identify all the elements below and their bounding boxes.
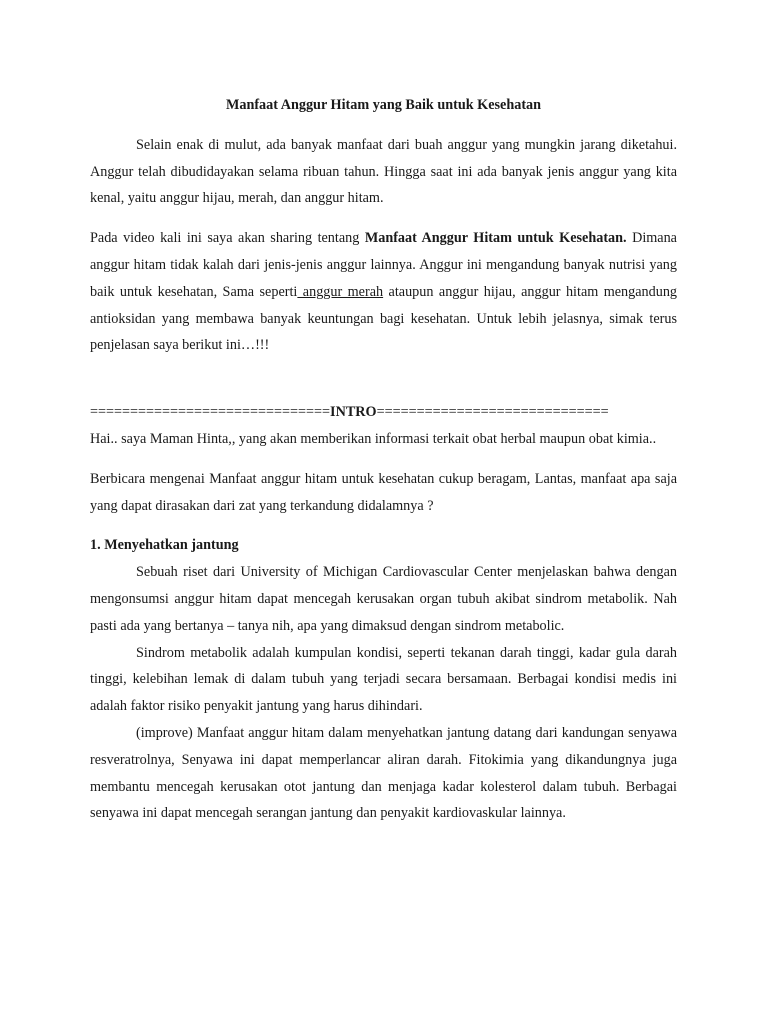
greeting-paragraph: Hai.. saya Maman Hinta,, yang akan memberikan informasi terkait obat herbal maupun obat kimia.. (90, 430, 657, 447)
intro-divider (90, 399, 677, 426)
intro-divider-left: ============================== (90, 404, 331, 421)
intro-divider-word: INTRO (330, 404, 377, 421)
sharing-text-start: Pada video kali ini saya akan sharing tentang (90, 230, 365, 247)
sharing-text-middle: Dimana anggur hitam tidak kalah dari jenis-jenis anggur lainnya. Anggur ini mengandung banyak nutrisi yang baik untuk kesehatan, Sama seperti (90, 230, 677, 300)
intro-divider-right: ============================= (376, 404, 609, 421)
section1-paragraph-2: Sindrom metabolik adalah kumpulan kondisi, seperti tekanan darah tinggi, kadar gula darah tinggi, kelebihan lemak di dalam tubuh yang terjadi secara bersamaan. Berbagai kondisi medis ini adalah faktor risiko penyakit jantung yang harus dihindari. (90, 644, 677, 715)
section1-paragraph-3: (improve) Manfaat anggur hitam dalam menyehatkan jantung datang dari kandungan senyawa resveratrolnya, Senyawa ini dapat memperlancar aliran darah. Fitokimia yang dikandungnya juga membantu mencegah kerusakan otot jantung dan menjaga kadar kolesterol dalam tubuh. Berbagai senyawa ini dapat mencegah serangan jantung dan penyakit kardiovaskular lainnya. (90, 724, 677, 822)
berbicara-paragraph: Berbicara mengenai Manfaat anggur hitam untuk kesehatan cukup beragam, Lantas, manfaat apa saja yang dapat dirasakan dari zat yang terkandung didalamnya ? (90, 470, 677, 514)
anggur-merah-link[interactable]: anggur merah (297, 283, 384, 300)
sharing-bold-topic: Manfaat Anggur Hitam untuk Kesehatan. (364, 230, 627, 247)
sharing-paragraph (90, 225, 677, 359)
intro-paragraph: Selain enak di mulut, ada banyak manfaat dari buah anggur yang mungkin jarang diketahui. Anggur telah dibudidayakan selama ribuan tahun. Hingga saat ini ada banyak jenis anggur yang kita kenal, yaitu anggur hijau, merah, dan anggur hitam. (90, 136, 677, 207)
section-heading-jantung: 1. Menyehatkan jantung (90, 537, 239, 554)
section1-paragraph-1: Sebuah riset dari University of Michigan Cardiovascular Center menjelaskan bahwa dengan mengonsumsi anggur hitam dapat mencegah kerusakan organ tubuh akibat sindrom metabolik. Nah pasti ada yang bertanya – tanya nih, apa yang dimaksud dengan sindrom metabolic. (90, 564, 677, 634)
sharing-text-end: ataupun anggur hijau, anggur hitam mengandung antioksidan yang membawa banyak keuntungan bagi kesehatan. Untuk lebih jelasnya, simak terus penjelasan saya berikut ini…!!! (90, 283, 678, 354)
document-page (90, 92, 677, 827)
document-title: Manfaat Anggur Hitam yang Baik untuk Kesehatan (225, 97, 542, 113)
